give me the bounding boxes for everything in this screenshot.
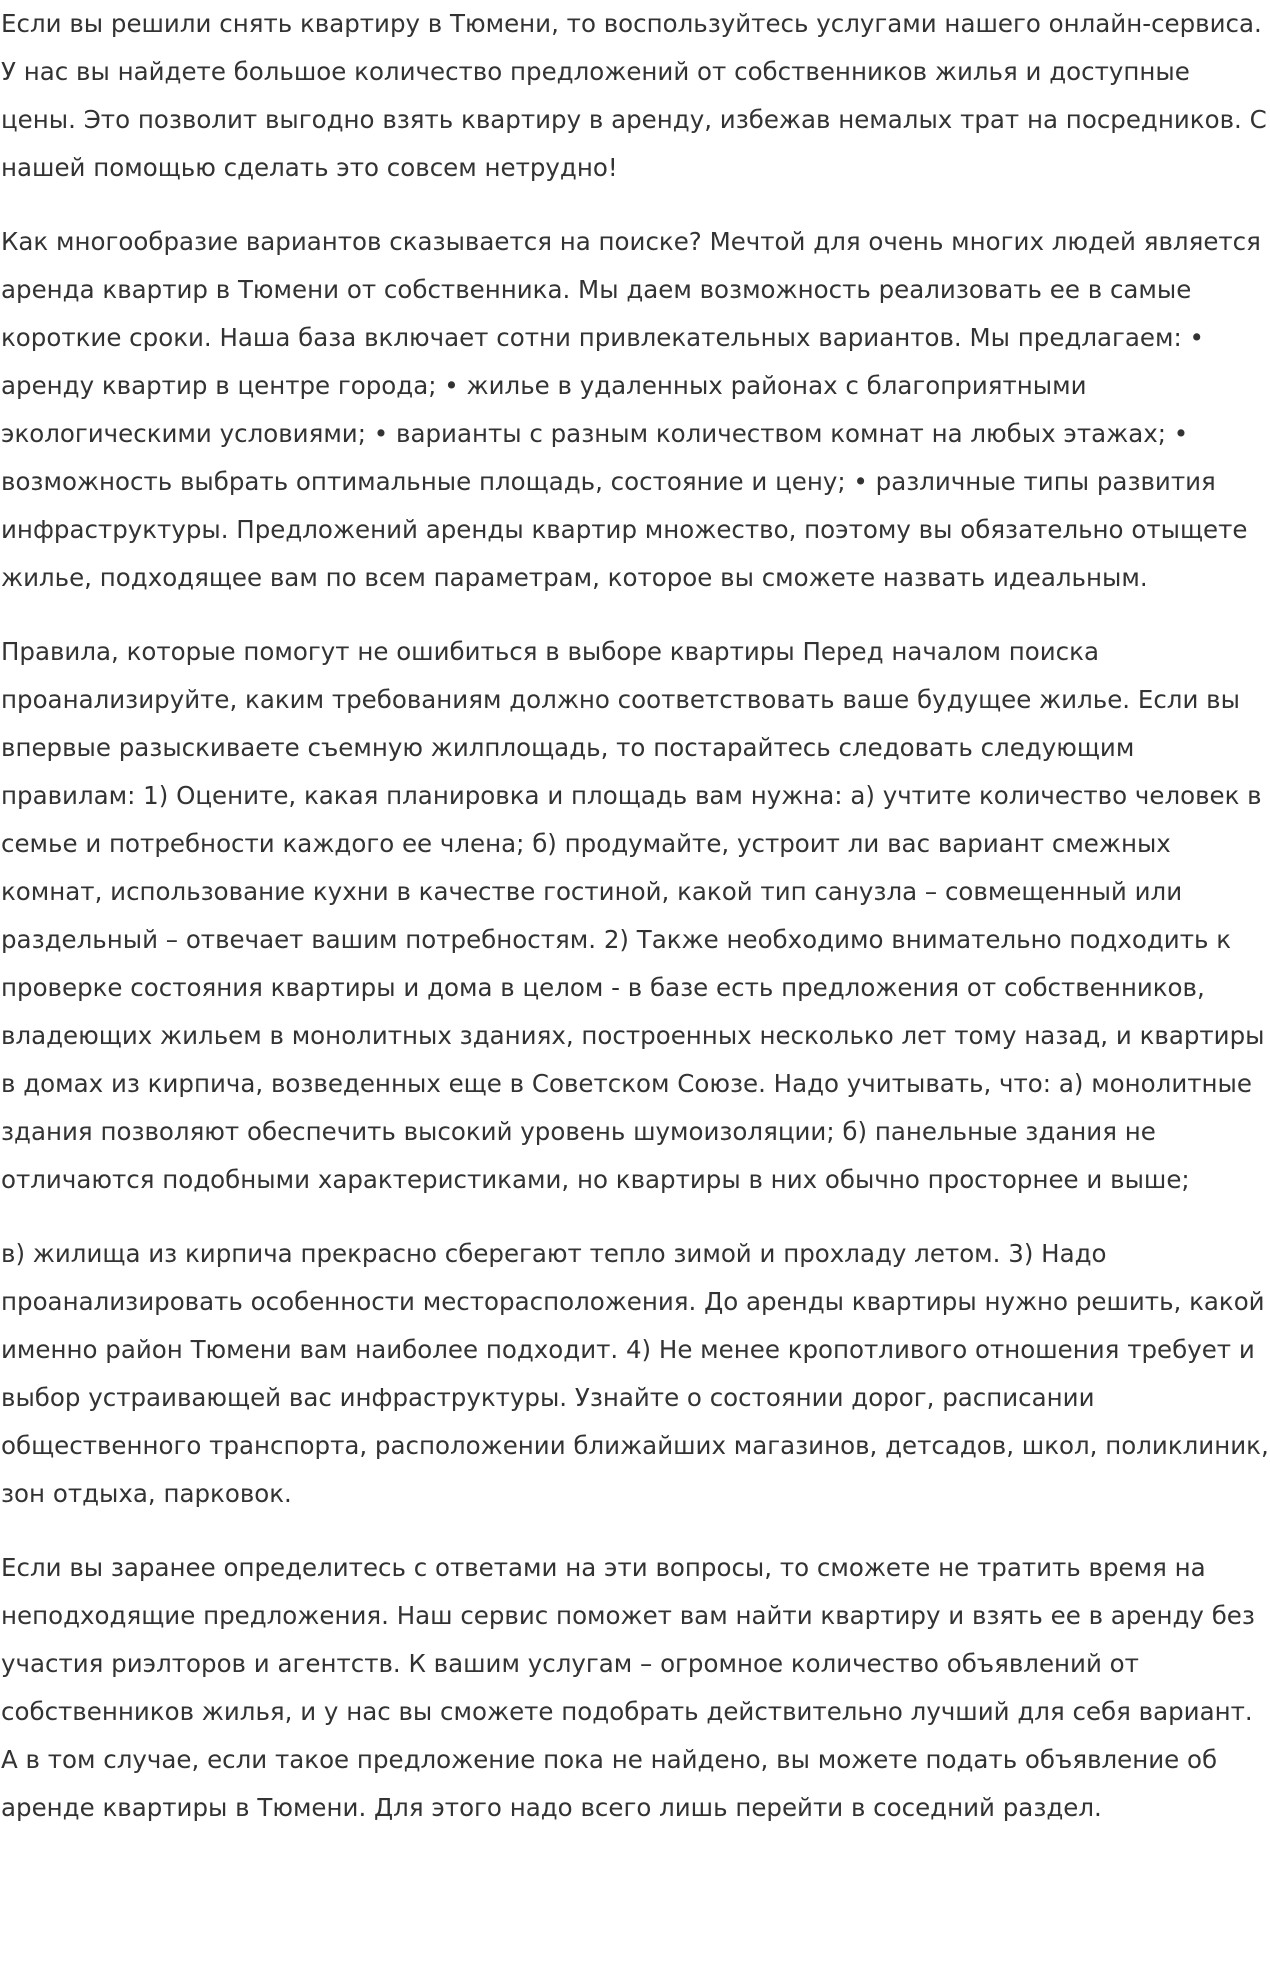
- article-paragraph-rules: Правила, которые помогут не ошибиться в выборе квартиры Перед началом поиска проанализируйте, каким требованиям должно соответствовать ваше будущее жилье. Если вы впервые разыскиваете съемную жилплощадь, то постарайтесь следовать следующим правилам: 1) Оцените, какая планировка и площадь вам нужна: а) учтите количество человек в семье и потребности каждого ее члена; б) продумайте, устроит ли вас вариант смежных комнат, использование кухни в качестве гостиной, какой тип санузла – совмещенный или раздельный – отвечает вашим потребностям. 2) Также необходимо внимательно подходить к проверке состояния квартиры и дома в целом - в базе есть предложения от собственников, владеющих жильем в монолитных зданиях, построенных несколько лет тому назад, и квартиры в домах из кирпича, возведенных еще в Советском Союзе. Надо учитывать, что: а) монолитные здания позволяют обеспечить высокий уровень шумоизоляции; б) панельные здания не отличаются подобными характеристиками, но квартиры в них обычно просторнее и выше;: [1, 637, 1265, 1194]
- article-paragraph-location: в) жилища из кирпича прекрасно сберегают тепло зимой и прохладу летом. 3) Надо проанализировать особенности месторасположения. До аренды квартиры нужно решить, какой именно район Тюмени вам наиболее подходит. 4) Не менее кропотливого отношения требует и выбор устраивающей вас инфраструктуры. Узнайте о состоянии дорог, расписании общественного транспорта, расположении ближайших магазинов, детсадов, школ, поликлиник, зон отдыха, парковок.: [1, 1239, 1269, 1508]
- article-paragraph-variety: Как многообразие вариантов сказывается на поиске? Мечтой для очень многих людей является аренда квартир в Тюмени от собственника. Мы даем возможность реализовать ее в самые короткие сроки. Наша база включает сотни привлекательных вариантов. Мы предлагаем: • аренду квартир в центре города; • жилье в удаленных районах с благоприятными экологическими условиями; • варианты с разным количеством комнат на любых этажах; • возможность выбрать оптимальные площадь, состояние и цену; • различные типы развития инфраструктуры. Предложений аренды квартир множество, поэтому вы обязательно отыщете жилье, подходящее вам по всем параметрам, которое вы сможете назвать идеальным.: [1, 227, 1261, 592]
- article-paragraph-intro: Если вы решили снять квартиру в Тюмени, то воспользуйтесь услугами нашего онлайн-сервиса. У нас вы найдете большое количество предложений от собственников жилья и доступные цены. Это позволит выгодно взять квартиру в аренду, избежав немалых трат на посредников. С нашей помощью сделать это совсем нетрудно!: [1, 9, 1267, 182]
- article-paragraph-conclusion: Если вы заранее определитесь с ответами на эти вопросы, то сможете не тратить время на неподходящие предложения. Наш сервис поможет вам найти квартиру и взять ее в аренду без участия риэлторов и агентств. К вашим услугам – огромное количество объявлений от собственников жилья, и у нас вы сможете подобрать действительно лучший для себя вариант. А в том случае, если такое предложение пока не найдено, вы можете подать объявление об аренде квартиры в Тюмени. Для этого надо всего лишь перейти в соседний раздел.: [1, 1553, 1255, 1822]
